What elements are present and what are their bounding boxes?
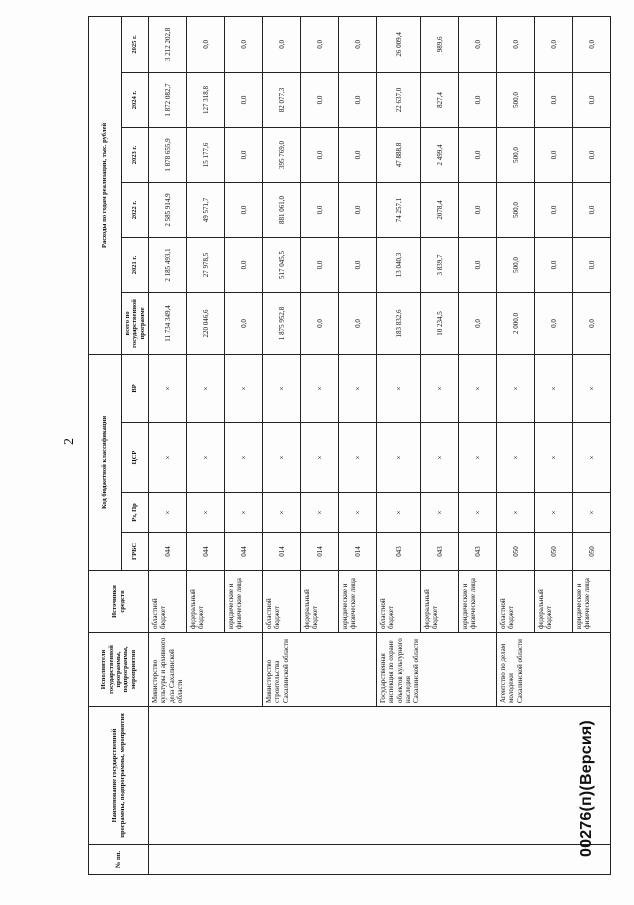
rzpr-cell: × bbox=[421, 493, 459, 533]
value-2024-cell: 0,0 bbox=[535, 72, 573, 127]
rzpr-cell: × bbox=[225, 493, 263, 533]
csr-cell: × bbox=[573, 423, 611, 493]
value-2021-cell: 0,0 bbox=[459, 237, 497, 292]
vr-cell: × bbox=[573, 354, 611, 422]
grbs-cell: 044 bbox=[149, 533, 187, 571]
source-cell: юридические и физические лица bbox=[225, 571, 263, 633]
value-2021-cell: 0,0 bbox=[301, 237, 339, 292]
value-2024-cell: 500,0 bbox=[497, 72, 535, 127]
source-cell: областной бюджет bbox=[149, 571, 187, 633]
value-2025-cell: 989,6 bbox=[421, 16, 459, 72]
executor-cell: Государственная инспекция по охране объектов культурного наследия Сахалинской области bbox=[377, 633, 497, 707]
grbs-cell: 014 bbox=[263, 533, 301, 571]
vr-cell: × bbox=[149, 354, 187, 422]
value-2023-cell: 15 177,6 bbox=[187, 127, 225, 182]
budget-table bbox=[88, 16, 611, 875]
source-cell: федеральный бюджет bbox=[535, 571, 573, 633]
header-grbs: ГРБС bbox=[122, 533, 149, 571]
value-2022-cell: 2078,4 bbox=[421, 182, 459, 237]
value-2021-cell: 0,0 bbox=[535, 237, 573, 292]
value-2025-cell: 0,0 bbox=[339, 16, 377, 72]
total-cell: 2 000,0 bbox=[497, 292, 535, 354]
value-2023-cell: 0,0 bbox=[535, 127, 573, 182]
total-cell: 0,0 bbox=[225, 292, 263, 354]
value-2025-cell: 0,0 bbox=[459, 16, 497, 72]
value-2022-cell: 0,0 bbox=[535, 182, 573, 237]
value-2025-cell: 0,0 bbox=[301, 16, 339, 72]
value-2023-cell: 47 888,8 bbox=[377, 127, 421, 182]
rzpr-cell: × bbox=[573, 493, 611, 533]
header-budget-code: Код бюджетной классификации bbox=[89, 354, 122, 570]
value-2023-cell: 500,0 bbox=[497, 127, 535, 182]
header-2025: 2025 г. bbox=[122, 16, 149, 72]
csr-cell: × bbox=[421, 423, 459, 493]
executor-cell: Агентство по делам молодежи Сахалинской области bbox=[497, 633, 611, 707]
vr-cell: × bbox=[301, 354, 339, 422]
header-executor: Исполнители государственной программы, подпрограммы, мероприятия bbox=[89, 633, 149, 707]
value-2024-cell: 22 637,0 bbox=[377, 72, 421, 127]
value-2022-cell: 49 571,7 bbox=[187, 182, 225, 237]
total-cell: 0,0 bbox=[459, 292, 497, 354]
value-2023-cell: 1 878 655,9 bbox=[149, 127, 187, 182]
source-cell: областной бюджет bbox=[377, 571, 421, 633]
value-2025-cell: 0,0 bbox=[497, 16, 535, 72]
grbs-cell: 014 bbox=[339, 533, 377, 571]
budget-table-body bbox=[149, 16, 611, 874]
source-cell: юридические и физические лица bbox=[339, 571, 377, 633]
csr-cell: × bbox=[301, 423, 339, 493]
rzpr-cell: × bbox=[339, 493, 377, 533]
vr-cell: × bbox=[263, 354, 301, 422]
csr-cell: × bbox=[497, 423, 535, 493]
value-2023-cell: 2 499,4 bbox=[421, 127, 459, 182]
total-cell: 10 234,5 bbox=[421, 292, 459, 354]
csr-cell: × bbox=[377, 423, 421, 493]
row-number-cell bbox=[149, 845, 611, 875]
value-2023-cell: 0,0 bbox=[225, 127, 263, 182]
grbs-cell: 043 bbox=[421, 533, 459, 571]
value-2025-cell: 0,0 bbox=[535, 16, 573, 72]
header-no: № пп. bbox=[89, 845, 149, 875]
source-cell: юридические и физические лица bbox=[573, 571, 611, 633]
executor-cell: Министерство строительства Сахалинской области bbox=[263, 633, 377, 707]
total-cell: 183 832,6 bbox=[377, 292, 421, 354]
csr-cell: × bbox=[535, 423, 573, 493]
header-2023: 2023 г. bbox=[122, 127, 149, 182]
source-cell: областной бюджет bbox=[263, 571, 301, 633]
source-cell: юридические и физические лица bbox=[459, 571, 497, 633]
header-sources: Источники средств bbox=[89, 571, 149, 633]
value-2024-cell: 0,0 bbox=[573, 72, 611, 127]
grbs-cell: 043 bbox=[377, 533, 421, 571]
value-2024-cell: 827,4 bbox=[421, 72, 459, 127]
rzpr-cell: × bbox=[497, 493, 535, 533]
value-2022-cell: 0,0 bbox=[339, 182, 377, 237]
value-2023-cell: 395 769,0 bbox=[263, 127, 301, 182]
value-2025-cell: 3 212 202,8 bbox=[149, 16, 187, 72]
header-csr: ЦСР bbox=[122, 423, 149, 493]
vr-cell: × bbox=[459, 354, 497, 422]
total-cell: 11 734 349,4 bbox=[149, 292, 187, 354]
value-2022-cell: 0,0 bbox=[459, 182, 497, 237]
value-2025-cell: 0,0 bbox=[263, 16, 301, 72]
page-number: 2 bbox=[62, 438, 77, 445]
csr-cell: × bbox=[149, 423, 187, 493]
value-2024-cell: 0,0 bbox=[339, 72, 377, 127]
grbs-cell: 044 bbox=[187, 533, 225, 571]
rzpr-cell: × bbox=[535, 493, 573, 533]
value-2021-cell: 13 040,3 bbox=[377, 237, 421, 292]
csr-cell: × bbox=[187, 423, 225, 493]
value-2023-cell: 0,0 bbox=[301, 127, 339, 182]
value-2024-cell: 0,0 bbox=[301, 72, 339, 127]
vr-cell: × bbox=[497, 354, 535, 422]
header-name: Наименование государственной программы, подпрограммы, мероприятия bbox=[89, 707, 149, 845]
rzpr-cell: × bbox=[149, 493, 187, 533]
grbs-cell: 043 bbox=[459, 533, 497, 571]
vr-cell: × bbox=[339, 354, 377, 422]
total-cell: 1 875 952,8 bbox=[263, 292, 301, 354]
executor-cell: Министерство культуры и архивного дела Сахалинской области bbox=[149, 633, 263, 707]
csr-cell: × bbox=[263, 423, 301, 493]
csr-cell: × bbox=[339, 423, 377, 493]
source-cell: областной бюджет bbox=[497, 571, 535, 633]
grbs-cell: 014 bbox=[301, 533, 339, 571]
rzpr-cell: × bbox=[301, 493, 339, 533]
value-2024-cell: 0,0 bbox=[225, 72, 263, 127]
vr-cell: × bbox=[535, 354, 573, 422]
value-2022-cell: 2 585 914,9 bbox=[149, 182, 187, 237]
rzpr-cell: × bbox=[187, 493, 225, 533]
vr-cell: × bbox=[187, 354, 225, 422]
value-2025-cell: 0,0 bbox=[225, 16, 263, 72]
header-total: всего по государственной программе bbox=[122, 292, 149, 354]
source-cell: федеральный бюджет bbox=[421, 571, 459, 633]
total-cell: 220 046,6 bbox=[187, 292, 225, 354]
grbs-cell: 044 bbox=[225, 533, 263, 571]
value-2021-cell: 27 978,5 bbox=[187, 237, 225, 292]
value-2024-cell: 127 318,8 bbox=[187, 72, 225, 127]
table-row bbox=[149, 16, 187, 874]
total-cell: 0,0 bbox=[301, 292, 339, 354]
total-cell: 0,0 bbox=[535, 292, 573, 354]
total-cell: 0,0 bbox=[339, 292, 377, 354]
grbs-cell: 050 bbox=[535, 533, 573, 571]
grbs-cell: 050 bbox=[573, 533, 611, 571]
vr-cell: × bbox=[377, 354, 421, 422]
value-2022-cell: 881 061,0 bbox=[263, 182, 301, 237]
value-2023-cell: 0,0 bbox=[573, 127, 611, 182]
value-2021-cell: 0,0 bbox=[225, 237, 263, 292]
value-2021-cell: 3 839,7 bbox=[421, 237, 459, 292]
vr-cell: × bbox=[421, 354, 459, 422]
value-2022-cell: 0,0 bbox=[225, 182, 263, 237]
value-2021-cell: 0,0 bbox=[339, 237, 377, 292]
header-2022: 2022 г. bbox=[122, 182, 149, 237]
header-2024: 2024 г. bbox=[122, 72, 149, 127]
header-2021: 2021 г. bbox=[122, 237, 149, 292]
value-2024-cell: 0,0 bbox=[459, 72, 497, 127]
value-2025-cell: 0,0 bbox=[573, 16, 611, 72]
rzpr-cell: × bbox=[377, 493, 421, 533]
value-2021-cell: 2 185 493,1 bbox=[149, 237, 187, 292]
value-2021-cell: 500,0 bbox=[497, 237, 535, 292]
value-2024-cell: 82 077,3 bbox=[263, 72, 301, 127]
value-2024-cell: 1 872 082,7 bbox=[149, 72, 187, 127]
rzpr-cell: × bbox=[263, 493, 301, 533]
value-2022-cell: 0,0 bbox=[573, 182, 611, 237]
value-2021-cell: 517 045,5 bbox=[263, 237, 301, 292]
value-2022-cell: 500,0 bbox=[497, 182, 535, 237]
value-2025-cell: 26 009,4 bbox=[377, 16, 421, 72]
value-2022-cell: 74 257,1 bbox=[377, 182, 421, 237]
rzpr-cell: × bbox=[459, 493, 497, 533]
source-cell: федеральный бюджет bbox=[301, 571, 339, 633]
value-2023-cell: 0,0 bbox=[459, 127, 497, 182]
value-2023-cell: 0,0 bbox=[339, 127, 377, 182]
value-2025-cell: 0,0 bbox=[187, 16, 225, 72]
value-2022-cell: 0,0 bbox=[301, 182, 339, 237]
source-cell: федеральный бюджет bbox=[187, 571, 225, 633]
csr-cell: × bbox=[459, 423, 497, 493]
grbs-cell: 050 bbox=[497, 533, 535, 571]
vr-cell: × bbox=[225, 354, 263, 422]
value-2021-cell: 0,0 bbox=[573, 237, 611, 292]
document-code: 00276(п)(Версия) bbox=[578, 720, 595, 857]
header-vr: ВР bbox=[122, 354, 149, 422]
program-name-cell bbox=[149, 707, 611, 845]
header-rzpr: Рз, Пр bbox=[122, 493, 149, 533]
header-expenses: Расходы по годам реализации, тыс. рублей bbox=[89, 16, 122, 354]
total-cell: 0,0 bbox=[573, 292, 611, 354]
csr-cell: × bbox=[225, 423, 263, 493]
